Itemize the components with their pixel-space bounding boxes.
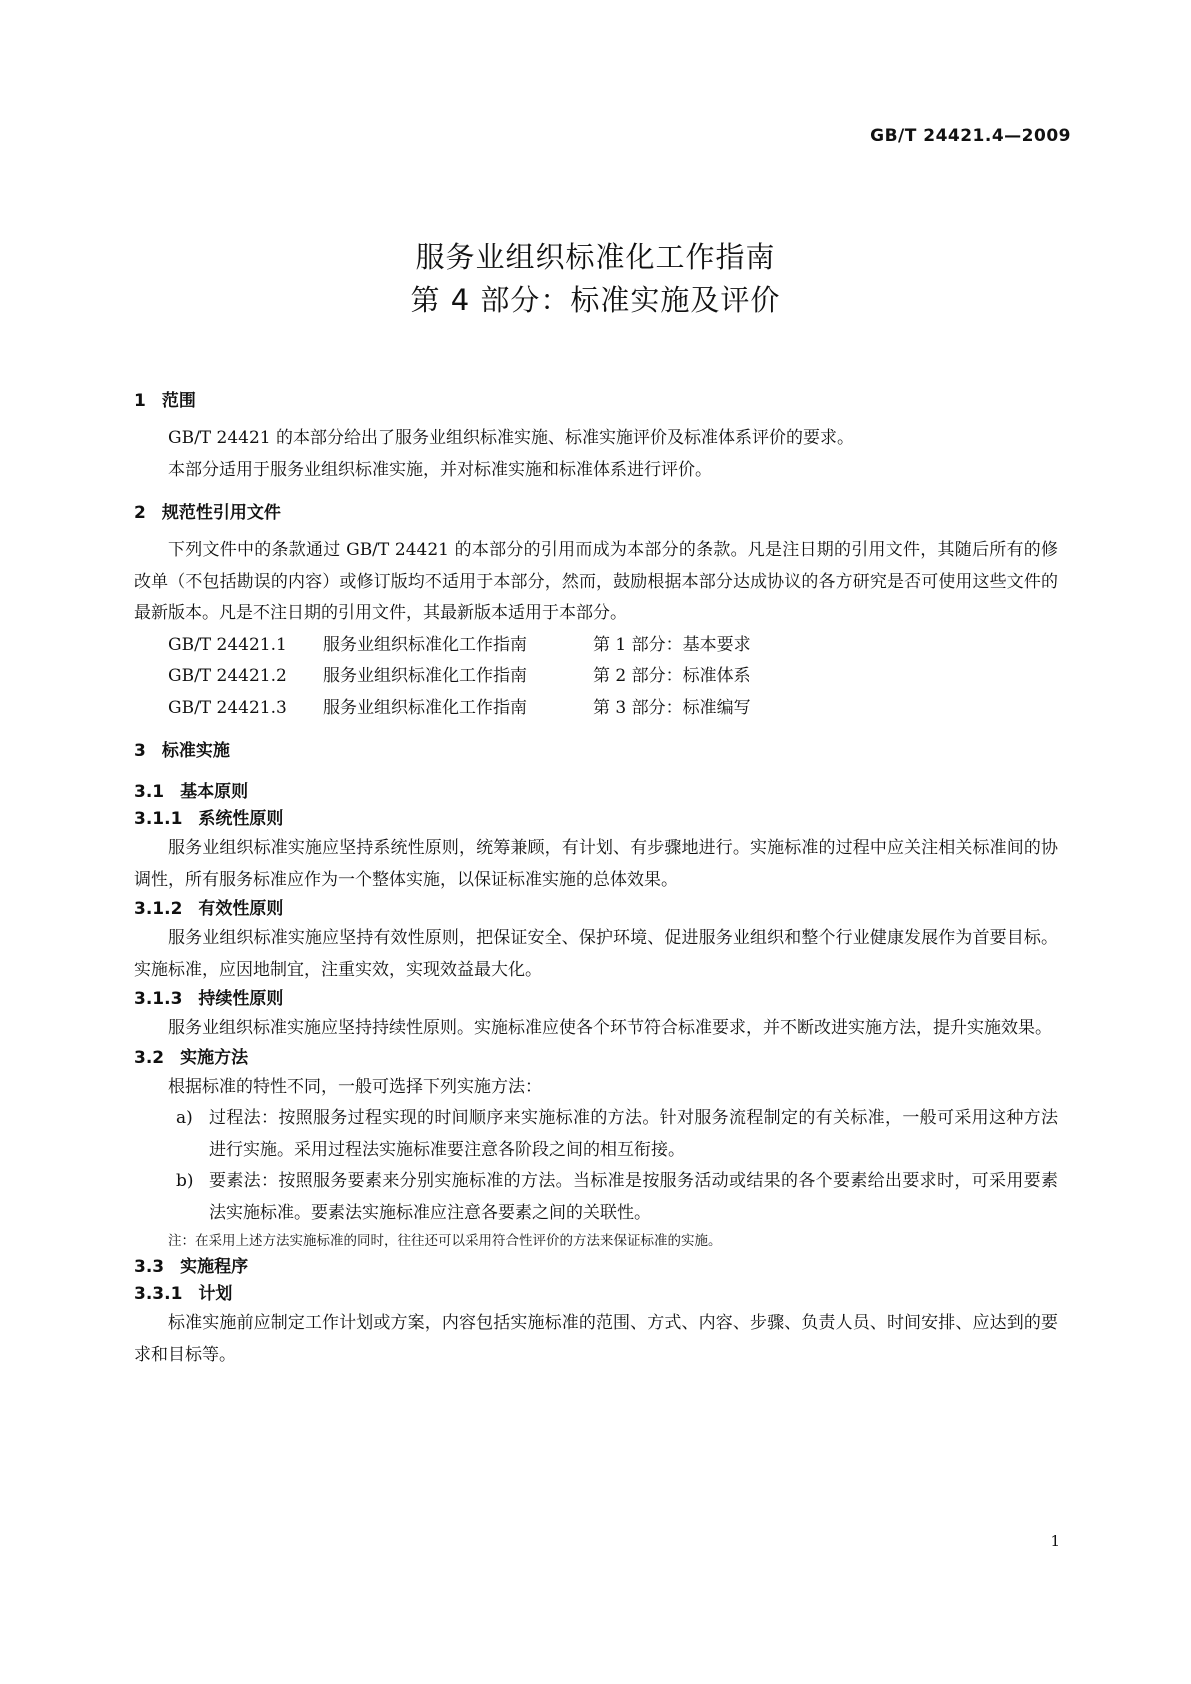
section-title: 实施方法 bbox=[180, 1047, 249, 1068]
section-3-1-3-heading bbox=[134, 986, 1058, 1013]
standard-code: GB/T 24421.4—2009 bbox=[870, 126, 1071, 146]
scope-paragraph-1: GB/T 24421 的本部分给出了服务业组织标准实施、标准实施评价及标准体系评价的要求。 bbox=[168, 428, 855, 448]
section-number: 3.2 bbox=[134, 1047, 165, 1068]
reference-name: 服务业组织标准化工作指南 bbox=[323, 634, 527, 655]
section-title: 基本原则 bbox=[180, 782, 249, 802]
list-item bbox=[134, 1166, 1058, 1229]
section-title: 系统性原则 bbox=[198, 809, 284, 829]
methods-intro-paragraph: 根据标准的特性不同，一般可选择下列实施方法： bbox=[168, 1076, 542, 1097]
section-number: 3.1.1 bbox=[134, 809, 183, 829]
section-title: 持续性原则 bbox=[198, 989, 284, 1009]
section-number: 3.1.3 bbox=[134, 989, 183, 1009]
systematic-principle-paragraph: 服务业组织标准实施应坚持系统性原则，统筹兼顾，有计划、有步骤地进行。实施标准的过程中应关注相关标准间的协调性，所有服务标准应作为一个整体实施，以保证标准实施的总体效果。 bbox=[134, 838, 1058, 890]
section-3-1-heading bbox=[134, 779, 1058, 806]
reference-item bbox=[134, 630, 1058, 662]
reference-code: GB/T 24421.2 bbox=[168, 666, 287, 686]
reference-part: 第 1 部分：基本要求 bbox=[593, 634, 751, 655]
reference-part: 第 2 部分：标准体系 bbox=[593, 666, 751, 686]
section-title: 计划 bbox=[198, 1284, 233, 1304]
list-item bbox=[134, 1103, 1058, 1166]
reference-code: GB/T 24421.1 bbox=[168, 634, 287, 655]
list-item-text: 要素法：按照服务要素来分别实施标准的方法。当标准是按服务活动或结果的各个要素给出要求时，可采用要素法实施标准。要素法实施标准应注意各要素之间的关联性。 bbox=[209, 1171, 1058, 1223]
note: 注：在采用上述方法实施标准的同时，往往还可以采用符合性评价的方法来保证标准的实施。 bbox=[168, 1233, 722, 1249]
section-title: 范围 bbox=[161, 391, 196, 411]
section-3-3-heading bbox=[134, 1254, 1058, 1281]
reference-name: 服务业组织标准化工作指南 bbox=[323, 666, 527, 686]
section-3-heading bbox=[134, 738, 1058, 765]
reference-name: 服务业组织标准化工作指南 bbox=[323, 697, 527, 718]
section-number: 3.3 bbox=[134, 1257, 165, 1277]
section-number: 3.3.1 bbox=[134, 1284, 183, 1304]
section-3-1-1-heading bbox=[134, 806, 1058, 833]
page-number: 1 bbox=[1050, 1532, 1060, 1550]
section-number: 2 bbox=[134, 503, 146, 523]
section-number: 3.1 bbox=[134, 782, 165, 802]
section-number: 1 bbox=[134, 391, 146, 411]
section-title: 规范性引用文件 bbox=[161, 503, 281, 523]
section-3-1-2-heading bbox=[134, 896, 1058, 923]
section-1-heading bbox=[134, 388, 1058, 415]
section-3-3-1-heading bbox=[134, 1281, 1058, 1308]
section-3-2-heading bbox=[134, 1045, 1058, 1072]
reference-part: 第 3 部分：标准编写 bbox=[593, 697, 751, 718]
sustainability-principle-paragraph: 服务业组织标准实施应坚持持续性原则。实施标准应使各个环节符合标准要求，并不断改进实施方法，提升实施效果。 bbox=[168, 1018, 1052, 1038]
reference-code: GB/T 24421.3 bbox=[168, 697, 287, 718]
section-title: 标准实施 bbox=[161, 741, 230, 761]
list-item-marker: b) bbox=[176, 1171, 194, 1191]
section-number: 3 bbox=[134, 741, 146, 761]
reference-item bbox=[134, 661, 1058, 693]
scope-paragraph-2: 本部分适用于服务业组织标准实施，并对标准实施和标准体系进行评价。 bbox=[168, 459, 712, 480]
document-body bbox=[134, 388, 1058, 1371]
document-subtitle: 第 4 部分：标准实施及评价 bbox=[410, 283, 781, 317]
section-title: 有效性原则 bbox=[198, 899, 284, 919]
normative-references-paragraph: 下列文件中的条款通过 GB/T 24421 的本部分的引用而成为本部分的条款。凡是注日期的引用文件，其随后所有的修改单（不包括勘误的内容）或修订版均不适用于本部分，然而，鼓励根据本部分达成协议的各方研究是否可使用这些文件的最新版本。凡是不注日期的引用文件，其最新版本适用于本部分。 bbox=[134, 540, 1058, 623]
list-item-marker: a) bbox=[176, 1108, 193, 1128]
section-2-heading bbox=[134, 500, 1058, 527]
document-title: 服务业组织标准化工作指南 bbox=[415, 240, 776, 274]
effectiveness-principle-paragraph: 服务业组织标准实施应坚持有效性原则，把保证安全、保护环境、促进服务业组织和整个行业健康发展作为首要目标。实施标准，应因地制宜，注重实效，实现效益最大化。 bbox=[134, 928, 1058, 980]
section-title: 实施程序 bbox=[180, 1257, 249, 1277]
reference-item bbox=[134, 693, 1058, 725]
list-item-text: 过程法：按照服务过程实现的时间顺序来实施标准的方法。针对服务流程制定的有关标准，一般可采用这种方法进行实施。采用过程法实施标准要注意各阶段之间的相互衔接。 bbox=[209, 1108, 1058, 1160]
plan-paragraph: 标准实施前应制定工作计划或方案，内容包括实施标准的范围、方式、内容、步骤、负责人员、时间安排、应达到的要求和目标等。 bbox=[134, 1313, 1058, 1365]
section-number: 3.1.2 bbox=[134, 899, 183, 919]
